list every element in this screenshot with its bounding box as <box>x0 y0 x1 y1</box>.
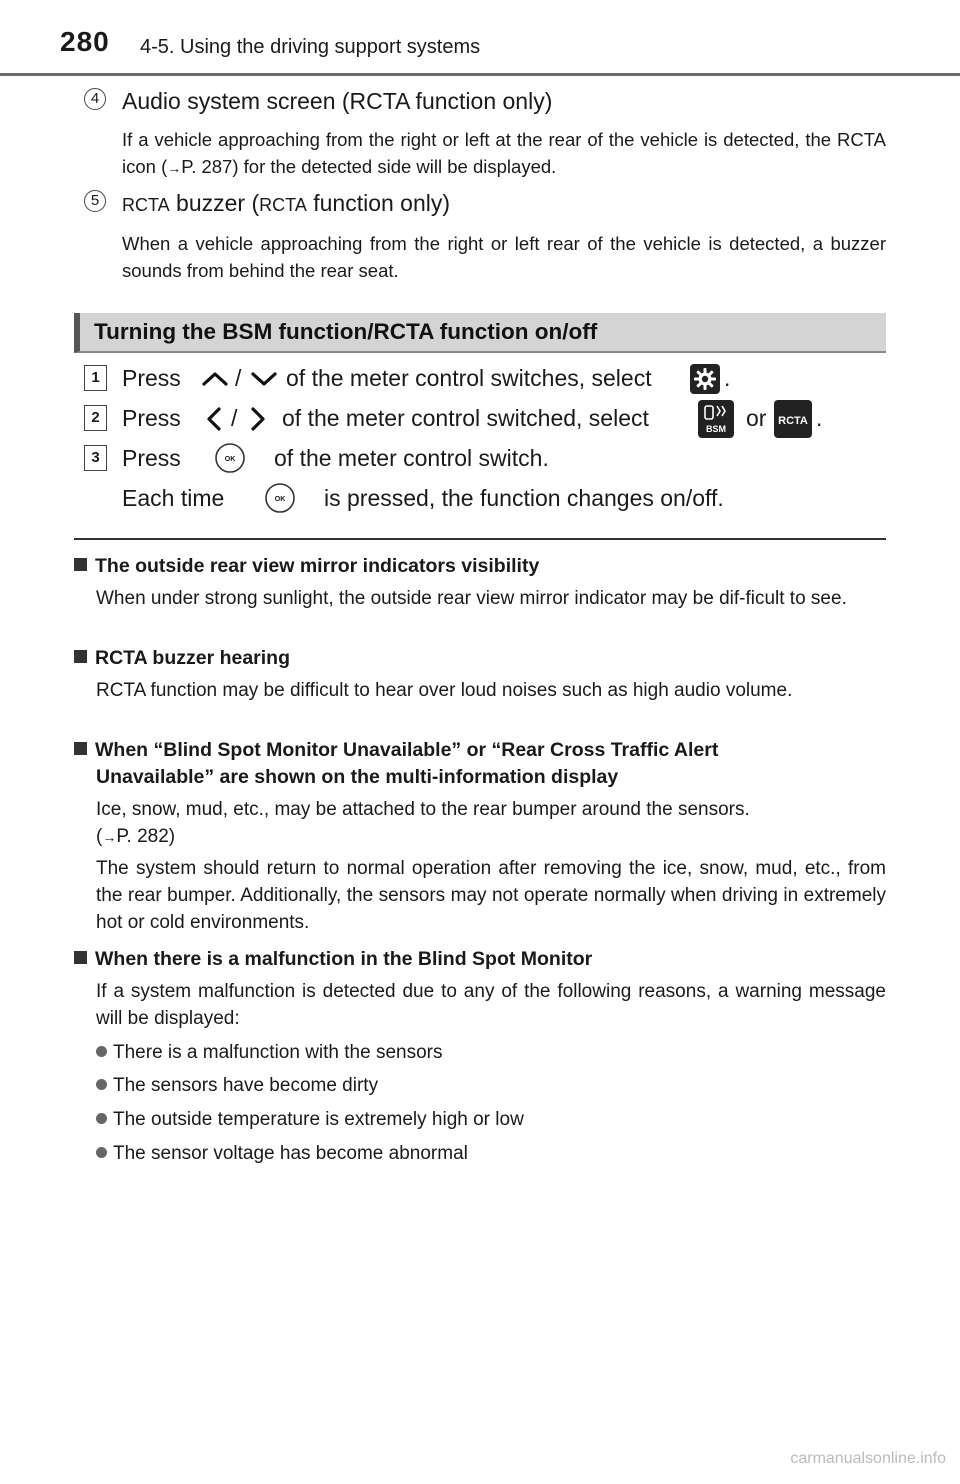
note-heading: RCTA buzzer hearing <box>74 645 886 672</box>
section-banner <box>74 313 886 353</box>
bullet-dot-icon <box>96 1046 107 1057</box>
bsm-icon <box>698 400 734 438</box>
arrow-icon: → <box>102 829 117 845</box>
page-number: 280 <box>60 26 110 57</box>
square-bullet-icon <box>74 650 87 663</box>
step-2: 2 Press / of the meter control switched, select BSM or RCTA . <box>84 404 884 434</box>
step-1: 1 Press / of the meter control switches, select . <box>84 364 884 394</box>
note-heading: The outside rear view mirror indicators visibility <box>74 553 886 580</box>
list-item: The sensor voltage has become abnormal <box>96 1140 886 1167</box>
divider <box>74 538 886 540</box>
square-bullet-icon <box>74 951 87 964</box>
ok-button-icon <box>214 442 246 474</box>
callout-body: If a vehicle approaching from the right or left at the rear of the vehicle is detected, the RCTA icon (→P. 287) for the detected side will be displayed. <box>122 129 886 177</box>
callout-number: 4 <box>84 88 106 110</box>
ok-button-icon <box>264 482 296 514</box>
chevron-down-icon <box>249 370 279 388</box>
callout-number: 5 <box>84 190 106 212</box>
svg-text:OK: OK <box>274 496 286 503</box>
list-item: There is a malfunction with the sensors <box>96 1039 886 1066</box>
list-item: The outside temperature is extremely high or low <box>96 1106 886 1133</box>
svg-text:BSM: BSM <box>706 424 726 434</box>
bullet-dot-icon <box>96 1147 107 1158</box>
step-number: 2 <box>84 405 107 431</box>
watermark: carmanualsonline.info <box>790 1450 946 1467</box>
page-header <box>0 0 960 76</box>
rcta-icon <box>774 400 812 438</box>
step-3: 3 Press OK of the meter control switch. <box>84 444 884 474</box>
step-note: Each time OK is pressed, the function changes on/off. <box>84 484 884 514</box>
note-heading: When “Blind Spot Monitor Unavailable” or “Rear Cross Traffic Alert Unavailable” are shown on the multi-information display <box>74 737 886 791</box>
callout-title: Audio system screen (RCTA function only) <box>122 88 553 114</box>
square-bullet-icon <box>74 558 87 571</box>
note-body: If a system malfunction is detected due to any of the following reasons, a warning message will be displayed: <box>96 981 886 1029</box>
settings-gear-icon <box>690 364 720 394</box>
bullet-dot-icon <box>96 1113 107 1124</box>
callout-item-4 <box>84 86 886 182</box>
note-body: The system should return to normal operation after removing the ice, snow, mud, etc., from the rear bumper. Additionally, the sensors may not operate normally when driving in extremely hot or cold environments. <box>96 858 886 933</box>
callout-title: RCTA buzzer (RCTA function only) <box>122 190 451 216</box>
bullet-dot-icon <box>96 1079 107 1090</box>
chevron-up-icon <box>200 370 230 388</box>
step-number: 1 <box>84 365 107 391</box>
list-item: The sensors have become dirty <box>96 1072 886 1099</box>
chevron-right-icon <box>248 406 268 432</box>
note-body: When under strong sunlight, the outside rear view mirror indicator may be dif-ficult to see. <box>96 588 847 609</box>
callout-body: When a vehicle approaching from the right or left rear of the vehicle is detected, a buzzer sounds from behind the rear seat. <box>122 233 886 281</box>
note-body: Ice, snow, mud, etc., may be attached to the rear bumper around the sensors. (→P. 282) <box>96 799 750 847</box>
svg-text:OK: OK <box>224 456 236 463</box>
chevron-left-icon <box>204 406 224 432</box>
arrow-icon: → <box>167 160 182 176</box>
svg-text:RCTA: RCTA <box>778 415 808 427</box>
square-bullet-icon <box>74 742 87 755</box>
step-number: 3 <box>84 445 107 471</box>
callout-item-5 <box>84 188 886 284</box>
note-body: RCTA function may be difficult to hear over loud noises such as high audio volume. <box>96 680 793 701</box>
note-heading: When there is a malfunction in the Blind Spot Monitor <box>74 946 886 973</box>
banner-title: Turning the BSM function/RCTA function on/off <box>94 319 598 344</box>
section-title: 4-5. Using the driving support systems <box>140 36 481 58</box>
